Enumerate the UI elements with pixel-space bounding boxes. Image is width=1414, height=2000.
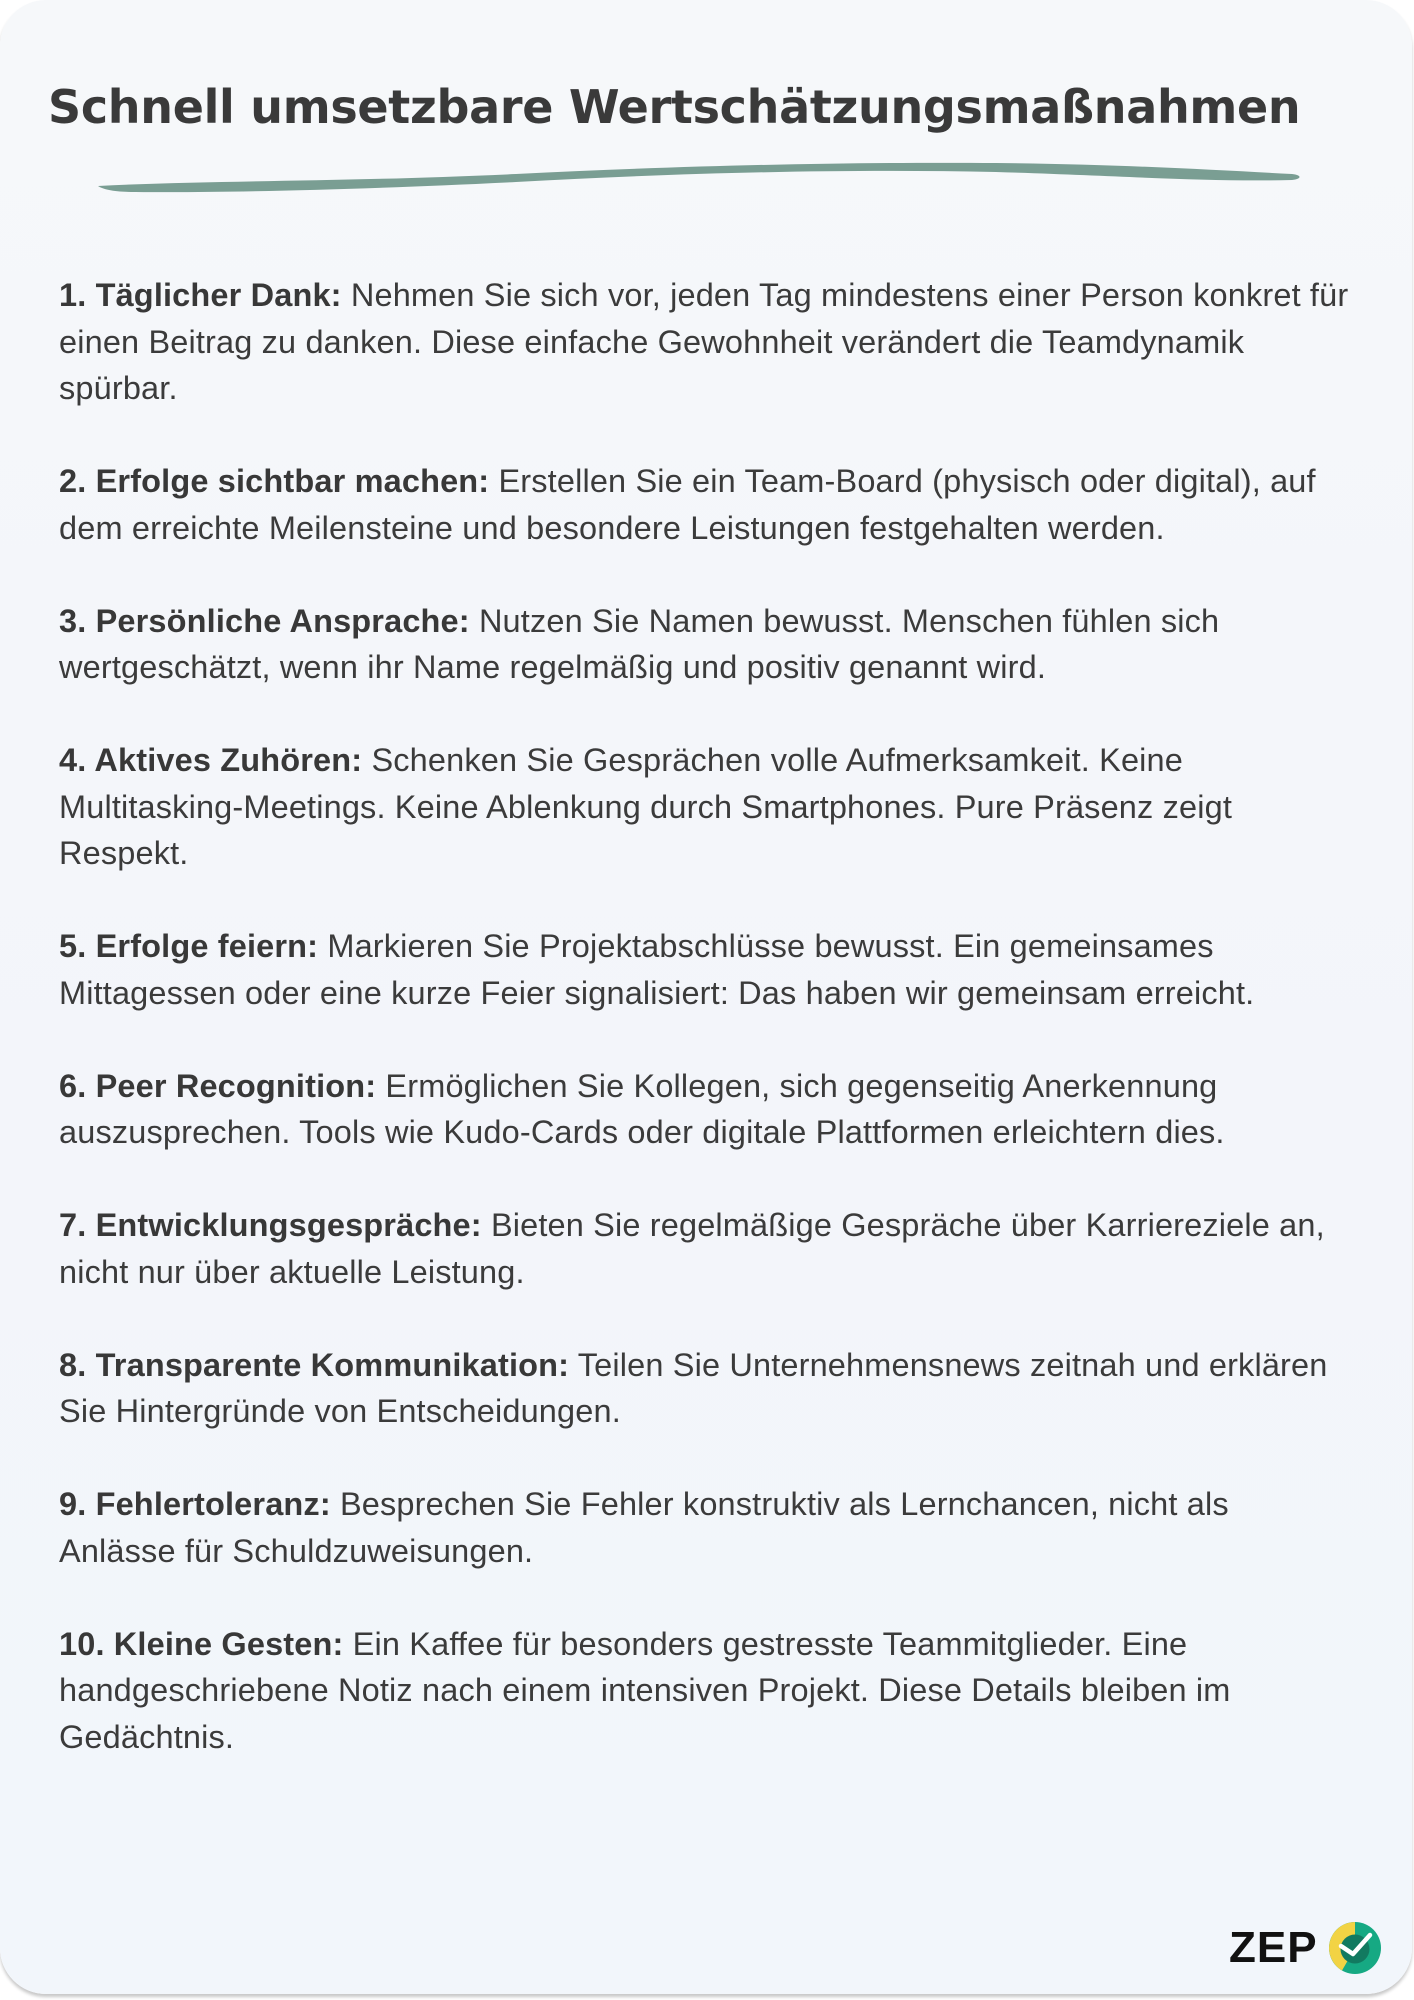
item-heading: 2. Erfolge sichtbar machen: bbox=[59, 463, 490, 499]
list-item bbox=[59, 737, 1349, 877]
brush-stroke-divider bbox=[96, 160, 1302, 204]
item-heading: 8. Transparente Kommunikation: bbox=[59, 1346, 570, 1383]
list-item bbox=[59, 1063, 1349, 1156]
item-heading: 1. Täglicher Dank: bbox=[59, 277, 342, 313]
item-text: Bieten Sie regelmäßige Gespräche über Karriereziele an, nicht nur über aktuelle Leistung. bbox=[59, 1207, 1325, 1290]
item-text: Ermöglichen Sie Kollegen, sich gegenseitig Anerkennung auszusprechen. Tools wie Kudo-Cards oder digitale Plattformen erleichtern dies. bbox=[59, 1067, 1225, 1150]
item-heading: 10. Kleine Gesten: bbox=[59, 1625, 344, 1662]
list-item bbox=[59, 272, 1349, 412]
zep-logo bbox=[1229, 1920, 1382, 1976]
list-item bbox=[59, 1342, 1349, 1435]
logo-wordmark: ZEP bbox=[1229, 1923, 1318, 1972]
item-text: Ein Kaffee für besonders gestresste Teammitglieder. Eine handgeschriebene Notiz nach einem intensiven Projekt. Diese Details bleiben im Gedächtnis. bbox=[59, 1625, 1231, 1755]
list-item bbox=[59, 1621, 1349, 1761]
item-text: Erstellen Sie ein Team-Board (physisch oder digital), auf dem erreichte Meilensteine und besondere Leistungen festgehalten werden. bbox=[59, 463, 1316, 546]
list-item bbox=[59, 598, 1349, 691]
clock-check-icon bbox=[1328, 1921, 1382, 1975]
item-heading: 3. Persönliche Ansprache: bbox=[59, 602, 470, 639]
item-text: Besprechen Sie Fehler konstruktiv als Lernchancen, nicht als Anlässe für Schuldzuweisungen. bbox=[59, 1486, 1229, 1569]
item-text: Schenken Sie Gesprächen volle Aufmerksamkeit. Keine Multitasking-Meetings. Keine Ablenkung durch Smartphones. Pure Präsenz zeigt Respekt. bbox=[59, 742, 1233, 871]
item-heading: 5. Erfolge feiern: bbox=[59, 928, 319, 964]
item-heading: 6. Peer Recognition: bbox=[59, 1067, 377, 1104]
item-heading: 9. Fehlertoleranz: bbox=[59, 1486, 331, 1522]
item-text: Markieren Sie Projektabschlüsse bewusst. Ein gemeinsames Mittagessen oder eine kurze Feier signalisiert: Das haben wir gemeinsam erreicht. bbox=[59, 928, 1255, 1011]
list-item bbox=[59, 1202, 1349, 1295]
item-text: Nutzen Sie Namen bewusst. Menschen fühlen sich wertgeschätzt, wenn ihr Name regelmäßig und positiv genannt wird. bbox=[59, 602, 1220, 685]
item-heading: 7. Entwicklungsgespräche: bbox=[59, 1207, 482, 1243]
measures-list bbox=[59, 272, 1349, 1807]
item-heading: 4. Aktives Zuhören: bbox=[59, 742, 363, 778]
list-item bbox=[59, 923, 1349, 1016]
page-title: Schnell umsetzbare Wertschätzungsmaßnahmen bbox=[48, 80, 1301, 134]
item-text: Nehmen Sie sich vor, jeden Tag mindestens einer Person konkret für einen Beitrag zu danken. Diese einfache Gewohnheit verändert die Teamdynamik spürbar. bbox=[59, 277, 1349, 406]
list-item bbox=[59, 1481, 1349, 1574]
list-item bbox=[59, 458, 1349, 551]
item-text: Teilen Sie Unternehmensnews zeitnah und erklären Sie Hintergründe von Entscheidungen. bbox=[59, 1346, 1328, 1429]
